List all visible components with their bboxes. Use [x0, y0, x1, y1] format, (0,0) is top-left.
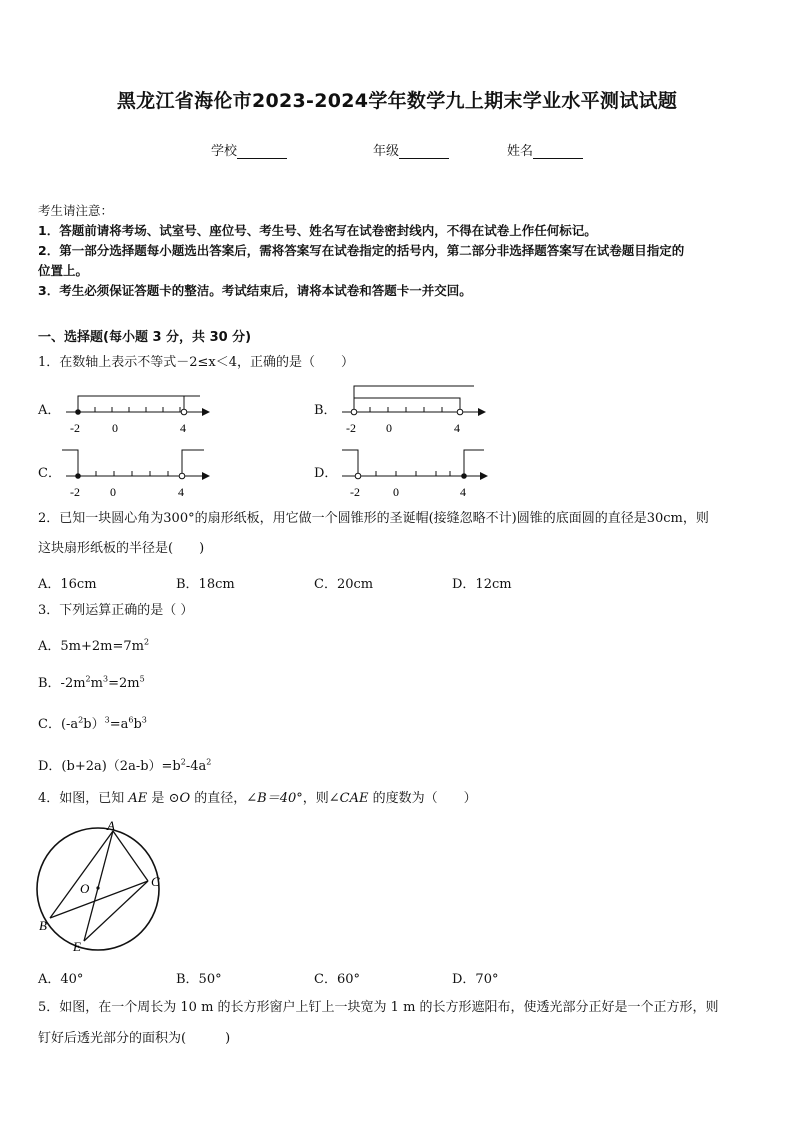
section-heading: 一、选择题(每小题 3 分，共 30 分): [38, 330, 252, 345]
notice-item: 3．考生必须保证答题卡的整洁。考试结束后，请将本试卷和答题卡一并交回。: [38, 283, 472, 298]
q3-b-part: m: [90, 676, 103, 691]
name-field: [507, 140, 583, 159]
q4-stem-part: 的度数为（ ）: [368, 791, 477, 806]
point-label-o: O: [80, 881, 90, 896]
q3-option-a[interactable]: [38, 635, 149, 654]
closed-dot: [461, 473, 467, 479]
point-label-c: C: [151, 874, 160, 889]
tick-label: 0: [386, 421, 392, 435]
right-ray: [464, 450, 484, 476]
q4-option-c[interactable]: C．60°: [314, 972, 360, 987]
tick-label: 0: [110, 485, 116, 498]
q1-option-a-label[interactable]: A．: [38, 403, 61, 418]
q1-option-b-label[interactable]: B．: [314, 403, 337, 418]
grade-blank[interactable]: [399, 145, 449, 159]
axis-arrow: [202, 408, 210, 416]
q3-c-sup: 3: [141, 715, 147, 725]
axis-arrow: [478, 408, 486, 416]
q3-b-part: =2m: [108, 676, 140, 691]
q3-b-sup: 5: [139, 674, 145, 684]
grade-label: 年级: [373, 144, 400, 159]
q3-d-sup: 2: [180, 757, 186, 767]
axis-ticks: [370, 407, 442, 412]
q3-option-c[interactable]: [38, 713, 147, 732]
q3-a-text: A．5m+2m=7m: [38, 639, 144, 654]
school-blank[interactable]: [237, 145, 287, 159]
q3-c-sup: 3: [104, 715, 110, 725]
range-bracket-outer: [354, 386, 474, 412]
name-label: 姓名: [507, 144, 534, 159]
notice-item: 2．第一部分选择题每小题选出答案后，需将答案写在试卷指定的括号内，第二部分非选择题答案写在试卷题目指定的: [38, 243, 685, 258]
tick-label: -2: [346, 421, 356, 435]
center-point: [96, 886, 99, 889]
tick-label: -2: [70, 485, 80, 498]
open-dot: [351, 409, 357, 415]
open-dot: [181, 409, 187, 415]
q2-option-c[interactable]: C．20cm: [314, 577, 374, 592]
axis-arrow: [202, 472, 210, 480]
notice-heading: 考生请注意：: [38, 203, 114, 218]
q3-d-sup: 2: [206, 757, 212, 767]
q3-c-part: b: [133, 717, 142, 732]
point-label-e: E: [73, 939, 81, 954]
q4-stem-cae: ∠CAE: [328, 791, 369, 806]
point-label-b: B: [39, 918, 47, 933]
left-ray: [342, 450, 358, 473]
tick-label: 4: [178, 485, 184, 498]
q4-stem-circle: ⊙O: [168, 791, 191, 806]
q4-option-b[interactable]: B．50°: [176, 972, 222, 987]
q1-option-d-label[interactable]: D．: [314, 466, 338, 481]
name-blank[interactable]: [533, 145, 583, 159]
notice-block: [38, 201, 758, 301]
q3-option-b[interactable]: [38, 672, 145, 691]
tick-label: -2: [350, 485, 360, 498]
q4-option-a[interactable]: A．40°: [38, 972, 84, 987]
q3-b-sup: 2: [85, 674, 91, 684]
q1-stem: 1．在数轴上表示不等式－2≤x＜4，正确的是（ ）: [38, 355, 355, 370]
tick-label: 4: [180, 421, 186, 435]
right-ray: [182, 450, 204, 474]
axis-arrow: [480, 472, 488, 480]
q1-option-b-numberline: [338, 378, 488, 436]
q4-circle-figure: [34, 818, 168, 956]
q3-c-sup: 6: [128, 715, 134, 725]
axis-ticks: [376, 471, 450, 476]
q3-b-sup: 3: [102, 674, 109, 684]
q4-option-d[interactable]: D．70°: [452, 972, 499, 987]
tick-label: -2: [70, 421, 80, 435]
q3-d-part: D．(b+2a)（2a-b）=b: [38, 759, 181, 774]
q3-a-sup: 2: [143, 637, 150, 647]
q3-c-part: b）: [83, 717, 105, 732]
q2-option-b[interactable]: B．18cm: [176, 577, 235, 592]
q3-d-part: -4a: [185, 759, 207, 774]
q1-option-d-numberline: [338, 446, 492, 498]
q3-c-sup: 2: [78, 715, 84, 725]
open-dot: [355, 473, 361, 479]
tick-label: 4: [454, 421, 460, 435]
tick-label: 0: [112, 421, 118, 435]
closed-dot: [75, 473, 81, 479]
tick-label: 0: [393, 485, 399, 498]
q3-c-part: =a: [109, 717, 129, 732]
axis-ticks: [78, 407, 180, 412]
open-dot: [179, 473, 185, 479]
q2-stem-line1: 2．已知一块圆心角为300°的扇形纸板，用它做一个圆锥形的圣诞帽(接缝忽略不计)圆锥的底面圆的直径是30cm，则: [38, 511, 709, 526]
q1-option-c-numberline: [60, 446, 210, 498]
tick-label: 4: [460, 485, 466, 498]
chord-ab: [50, 831, 113, 918]
q4-stem-angle: ∠B＝40°: [246, 791, 303, 806]
grade-field: [373, 140, 449, 159]
range-bracket: [78, 396, 200, 412]
school-field: [211, 140, 287, 159]
q3-stem: 3．下列运算正确的是（ ）: [38, 603, 194, 618]
q4-stem-part: 的直径，: [190, 791, 247, 806]
q2-option-d[interactable]: D．12cm: [452, 577, 512, 592]
q2-stem-line2: 这块扇形纸板的半径是( ): [38, 541, 205, 556]
q3-option-d[interactable]: [38, 755, 211, 774]
notice-item: 位置上。: [38, 263, 89, 278]
axis-ticks: [96, 471, 168, 476]
chord-ec: [84, 881, 148, 941]
q4-stem-ae: AE: [128, 791, 148, 806]
page-title: 黑龙江省海伦市2023-2024学年数学九上期末学业水平测试试题: [116, 90, 678, 112]
notice-item: 1．答题前请将考场、试室号、座位号、考生号、姓名写在试卷密封线内，不得在试卷上作任何标记。: [38, 223, 597, 238]
q4-stem-part: 4．如图，已知: [38, 791, 129, 806]
q2-option-a[interactable]: A．16cm: [38, 577, 97, 592]
open-dot: [457, 409, 463, 415]
point-label-a: A: [107, 818, 115, 833]
q4-stem-part: ，则: [302, 791, 329, 806]
q5-stem-line1: 5．如图，在一个周长为 10 m 的长方形窗户上钉上一块宽为 1 m 的长方形遮阳布，使透光部分正好是一个正方形，则: [38, 1000, 719, 1015]
chord-ac: [113, 831, 148, 881]
q1-option-c-label[interactable]: C．: [38, 466, 61, 481]
q3-b-part: B．-2m: [38, 676, 86, 691]
left-ray: [62, 450, 78, 474]
q4-stem: [38, 784, 762, 814]
q3-c-part: C．(-a: [38, 717, 79, 732]
closed-dot: [75, 409, 81, 415]
q5-stem-line2: 钉好后透光部分的面积为( ): [38, 1031, 231, 1046]
q4-stem-part: 是: [147, 791, 169, 806]
q1-option-a-numberline: [60, 384, 210, 436]
school-label: 学校: [211, 144, 238, 159]
